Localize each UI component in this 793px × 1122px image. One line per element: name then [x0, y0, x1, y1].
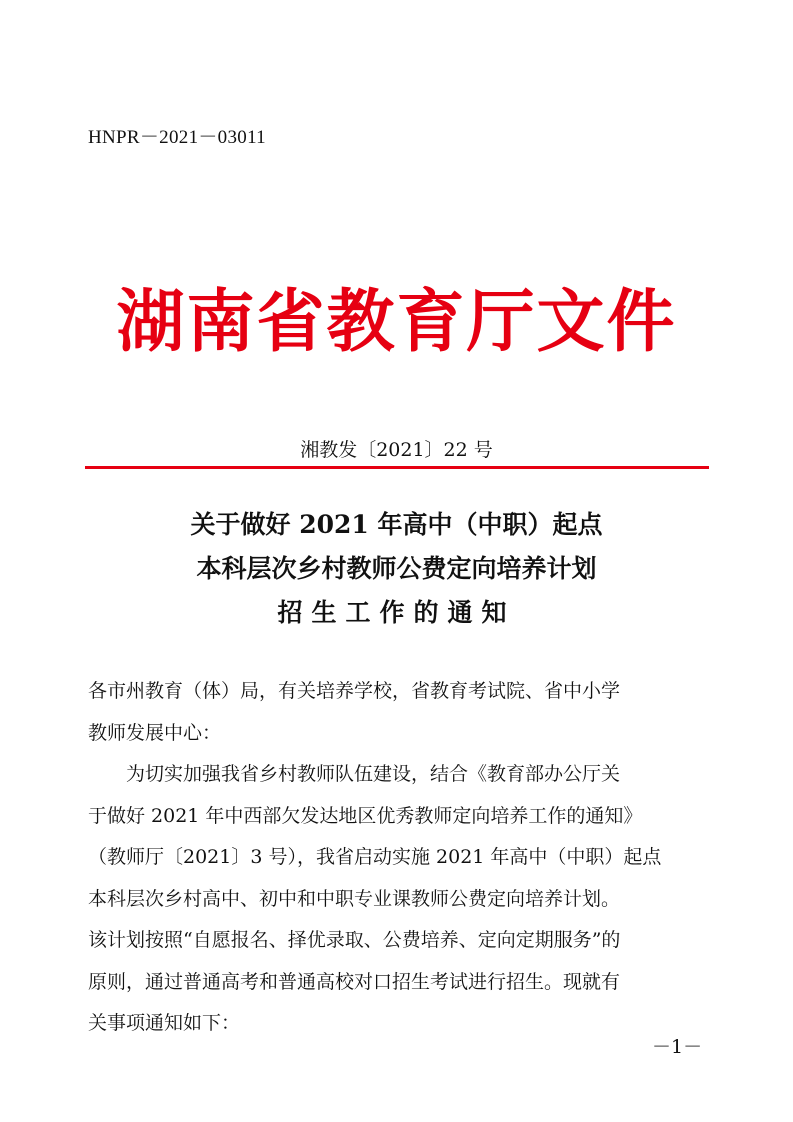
red-divider-line — [85, 466, 709, 469]
body-line-salutation-1: 各市州教育（体）局，有关培养学校，省教育考试院、省中小学 — [88, 680, 621, 702]
body-line: 该计划按照“自愿报名、择优录取、公费培养、定向定期服务”的 — [88, 929, 621, 951]
body-line: 关事项通知如下： — [88, 1012, 241, 1034]
body-line: 于做好 2021 年中西部欠发达地区优秀教师定向培养工作的通知》 — [88, 804, 643, 827]
notice-title-line-2: 本科层次乡村教师公费定向培养计划 — [196, 554, 597, 583]
body-line: （教师厅〔2021〕3 号），我省启动实施 2021 年高中（中职）起点 — [88, 846, 662, 868]
header-title: 湖南省教育厅文件 — [116, 283, 677, 362]
file-code: 湘教发〔2021〕22 号 — [300, 439, 493, 461]
body-line-salutation-2: 教师发展中心： — [88, 721, 222, 744]
document-number: HNPR－2021－03011 — [88, 127, 266, 148]
notice-title-line-3: 招生工作的通知 — [277, 598, 516, 627]
notice-title-line-1: 关于做好 2021 年高中（中职）起点 — [190, 510, 603, 539]
page-number: －1－ — [652, 1036, 703, 1058]
body-line: 原则，通过普通高考和普通高校对口招生考试进行招生。现就有 — [88, 970, 621, 993]
body-line-paragraph-start: 为切实加强我省乡村教师队伍建设，结合《教育部办公厅关 — [126, 763, 621, 785]
body-text — [88, 671, 708, 1045]
notice-title — [0, 503, 793, 635]
body-line: 本科层次乡村高中、初中和中职专业课教师公费定向培养计划。 — [88, 887, 621, 910]
